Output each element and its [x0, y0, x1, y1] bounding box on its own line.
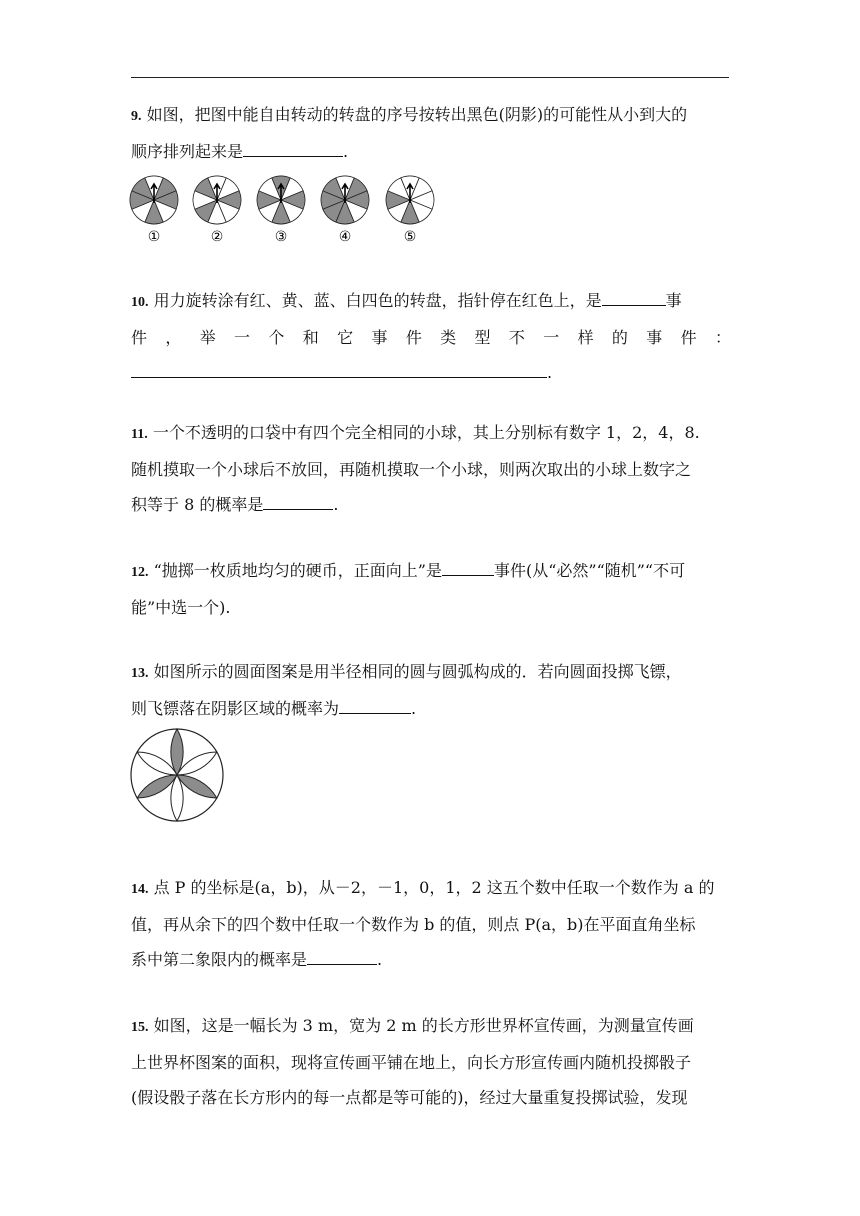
- spinner-3: [257, 176, 305, 224]
- punctuation: .: [411, 699, 417, 718]
- question-text: 能”中选一个).: [131, 598, 231, 617]
- question-text: 积等于 8 的概率是: [131, 495, 264, 514]
- question-text: (假设骰子落在长方形内的每一点都是等可能的)，经过大量重复投掷试验，发现: [131, 1088, 688, 1107]
- punctuation: .: [343, 142, 349, 161]
- spinner-label: ①: [147, 229, 161, 245]
- answer-blank[interactable]: [602, 290, 666, 306]
- question-14: [131, 870, 731, 977]
- question-text: 事件(从“必然”“随机”“不可: [493, 561, 686, 580]
- spinner-5: [386, 176, 434, 224]
- spinner-label: ⑤: [403, 229, 417, 245]
- question-text: 顺序排列起来是: [131, 142, 244, 161]
- question-number: 13.: [131, 666, 149, 681]
- question-text: 值，再从余下的四个数中任取一个数作为 b 的值，则点 P(a，b)在平面直角坐标: [131, 915, 696, 934]
- answer-blank[interactable]: [243, 141, 343, 157]
- answer-blank[interactable]: [442, 560, 494, 576]
- question-number: 9.: [131, 109, 142, 124]
- question-12: [131, 553, 731, 625]
- question-11: [131, 415, 731, 522]
- question-text: “抛掷一枚质地均匀的硬币，正面向上”是: [153, 561, 442, 580]
- punctuation: .: [377, 950, 383, 969]
- punctuation: .: [333, 495, 339, 514]
- question-text: 点 P 的坐标是(a，b)，从－2，－1，0，1，2 这五个数中任取一个数作为 a 的: [153, 878, 715, 897]
- spinner-label: ②: [210, 229, 224, 245]
- question-13: [131, 654, 731, 726]
- answer-blank[interactable]: [307, 949, 377, 965]
- question-number: 10.: [131, 295, 149, 310]
- question-text: 则飞镖落在阴影区域的概率为: [131, 699, 340, 718]
- question-text: 件 ， 举 一 个 和 它 事 件 类 型 不 一 样 的 事 件 ：: [131, 328, 731, 347]
- question-text: 如图，这是一幅长为 3 m，宽为 2 m 的长方形世界杯宣传画，为测量宣传画: [153, 1016, 694, 1035]
- spinner-figures: [128, 170, 448, 250]
- question-number: 15.: [131, 1020, 149, 1035]
- flower-circle-figure: [130, 728, 224, 822]
- question-text: 如图所示的圆面图案是用半径相同的圆与圆弧构成的．若向圆面投掷飞镖，: [153, 662, 682, 681]
- answer-blank[interactable]: [339, 698, 411, 714]
- question-text: 一个不透明的口袋中有四个完全相同的小球，其上分别标有数字 1，2，4，8.: [152, 423, 700, 442]
- question-number: 11.: [131, 427, 148, 442]
- header-rule: [131, 77, 729, 78]
- question-9: [131, 97, 731, 169]
- question-text: 事: [665, 291, 682, 310]
- punctuation: .: [547, 363, 553, 382]
- question-text: 上世界杯图案的面积，现将宣传画平铺在地上，向长方形宣传画内随机投掷骰子: [131, 1053, 692, 1072]
- question-15: [131, 1008, 731, 1115]
- question-text: 如图，把图中能自由转动的转盘的序号按转出黑色(阴影)的可能性从小到大的: [146, 105, 688, 124]
- answer-blank[interactable]: [263, 494, 333, 510]
- question-number: 12.: [131, 565, 149, 580]
- spinners-svg: [128, 170, 448, 250]
- question-text: 用力旋转涂有红、黄、蓝、白四色的转盘，指针停在红色上，是: [153, 291, 602, 310]
- question-number: 14.: [131, 882, 149, 897]
- answer-blank[interactable]: [131, 362, 547, 378]
- question-text: 系中第二象限内的概率是: [131, 950, 308, 969]
- question-text: 随机摸取一个小球后不放回，再随机摸取一个小球，则两次取出的小球上数字之: [131, 460, 692, 479]
- spinner-4: [321, 176, 369, 224]
- spinner-2: [193, 176, 241, 224]
- spinner-1: [130, 176, 178, 224]
- spinner-label: ④: [338, 229, 352, 245]
- spinner-label: ③: [274, 229, 288, 245]
- question-10: [131, 283, 731, 390]
